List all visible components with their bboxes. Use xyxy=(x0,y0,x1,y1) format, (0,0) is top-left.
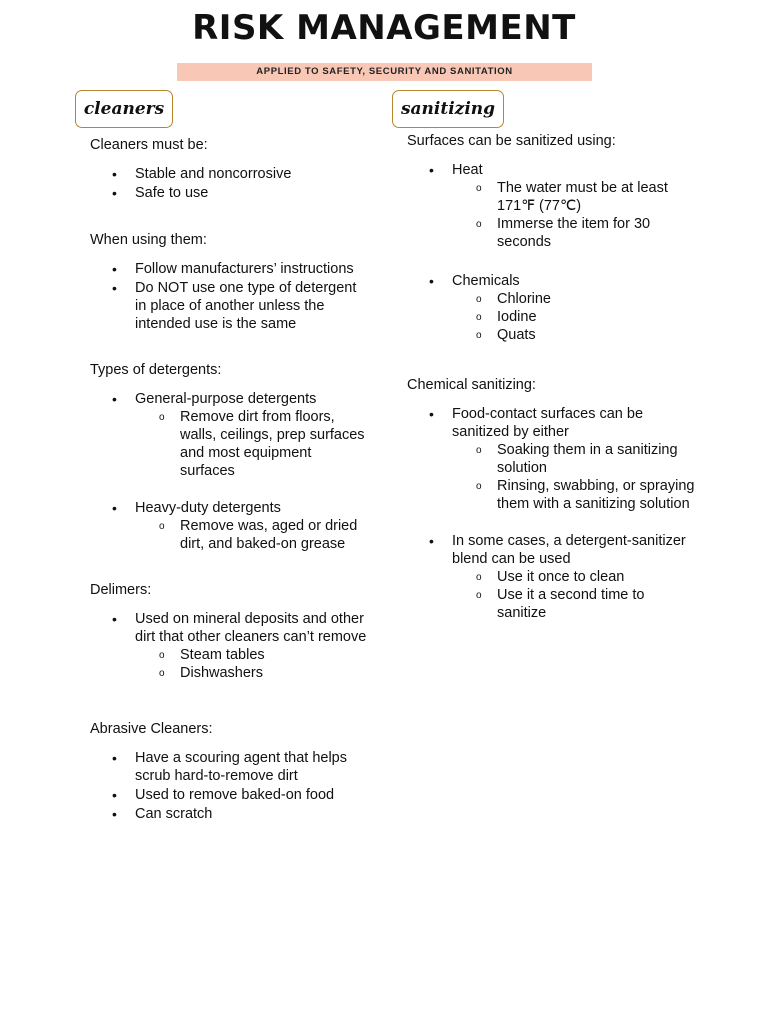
sub-list-item: o Use it once to clean xyxy=(452,568,697,586)
list-item xyxy=(407,161,697,251)
list-item xyxy=(90,390,370,480)
sub-list-item: o Rinsing, swabbing, or spraying them with a sanitizing solution xyxy=(452,477,697,513)
section-heading: Delimers: xyxy=(90,582,152,598)
list-item: • Used to remove baked-on food xyxy=(90,786,370,804)
cleaners-tag: cleaners xyxy=(75,90,173,128)
sub-list-item: o Use it a second time to sanitize xyxy=(452,586,697,622)
list-item-label: In some cases, a detergent-sanitizer blend can be used xyxy=(452,533,686,567)
list-item xyxy=(90,499,370,553)
sub-list-item: o Iodine xyxy=(452,308,697,326)
sub-list-item: o Remove dirt from floors, walls, ceilings, prep surfaces and most equipment surfaces xyxy=(135,408,370,480)
list-item: • Stable and noncorrosive xyxy=(90,165,370,183)
list-item: • Follow manufacturers’ instructions xyxy=(90,260,370,278)
sanitizing-column xyxy=(407,132,697,622)
list-item-label: Used on mineral deposits and other dirt that other cleaners can’t remove xyxy=(135,611,367,645)
list-item xyxy=(407,405,697,513)
sub-list xyxy=(452,568,697,622)
list-item: • Safe to use xyxy=(90,184,370,202)
list-item xyxy=(407,532,697,622)
list-item: • Do NOT use one type of detergent in place of another unless the intended use is the same xyxy=(90,279,370,333)
sub-list-item: o Remove was, aged or dried dirt, and baked-on grease xyxy=(135,517,370,553)
subtitle-banner: APPLIED TO SAFETY, SECURITY AND SANITATION xyxy=(177,63,592,81)
sub-list xyxy=(452,290,697,344)
bullet-list xyxy=(90,749,370,823)
sub-list-item: o Chlorine xyxy=(452,290,697,308)
section-heading: Chemical sanitizing: xyxy=(407,377,536,393)
list-item-label: General-purpose detergents xyxy=(135,391,317,407)
list-item xyxy=(407,272,697,344)
page-title: RISK MANAGEMENT xyxy=(192,8,576,48)
list-item: • Can scratch xyxy=(90,805,370,823)
section-heading: Cleaners must be: xyxy=(90,137,208,153)
bullet-list xyxy=(407,161,697,344)
bullet-list xyxy=(90,610,370,682)
sanitizing-tag: sanitizing xyxy=(392,90,504,128)
sub-list xyxy=(452,179,697,251)
sub-list-item: o Soaking them in a sanitizing solution xyxy=(452,441,697,477)
list-item: • Have a scouring agent that helps scrub hard-to-remove dirt xyxy=(90,749,370,785)
sub-list-item: o The water must be at least 171℉ (77℃) xyxy=(452,179,697,215)
list-item-label: Food-contact surfaces can be sanitized by either xyxy=(452,406,644,440)
sub-list-item: o Quats xyxy=(452,326,697,344)
sub-list xyxy=(135,517,370,553)
section-heading: Types of detergents: xyxy=(90,362,222,378)
list-item-label: Heavy-duty detergents xyxy=(135,500,281,516)
bullet-list xyxy=(90,260,370,333)
sub-list-item: o Dishwashers xyxy=(135,664,370,682)
bullet-list xyxy=(90,165,370,202)
section-heading: When using them: xyxy=(90,232,207,248)
sub-list xyxy=(452,441,697,513)
bullet-list xyxy=(90,390,370,553)
sub-list xyxy=(135,408,370,480)
bullet-list xyxy=(407,405,697,622)
cleaners-column xyxy=(90,136,370,823)
sub-list xyxy=(135,646,370,682)
section-heading: Surfaces can be sanitized using: xyxy=(407,133,616,149)
list-item-label: Heat xyxy=(452,162,483,178)
sub-list-item: o Immerse the item for 30 seconds xyxy=(452,215,697,251)
section-heading: Abrasive Cleaners: xyxy=(90,721,213,737)
list-item xyxy=(90,610,370,682)
sub-list-item: o Steam tables xyxy=(135,646,370,664)
list-item-label: Chemicals xyxy=(452,273,520,289)
